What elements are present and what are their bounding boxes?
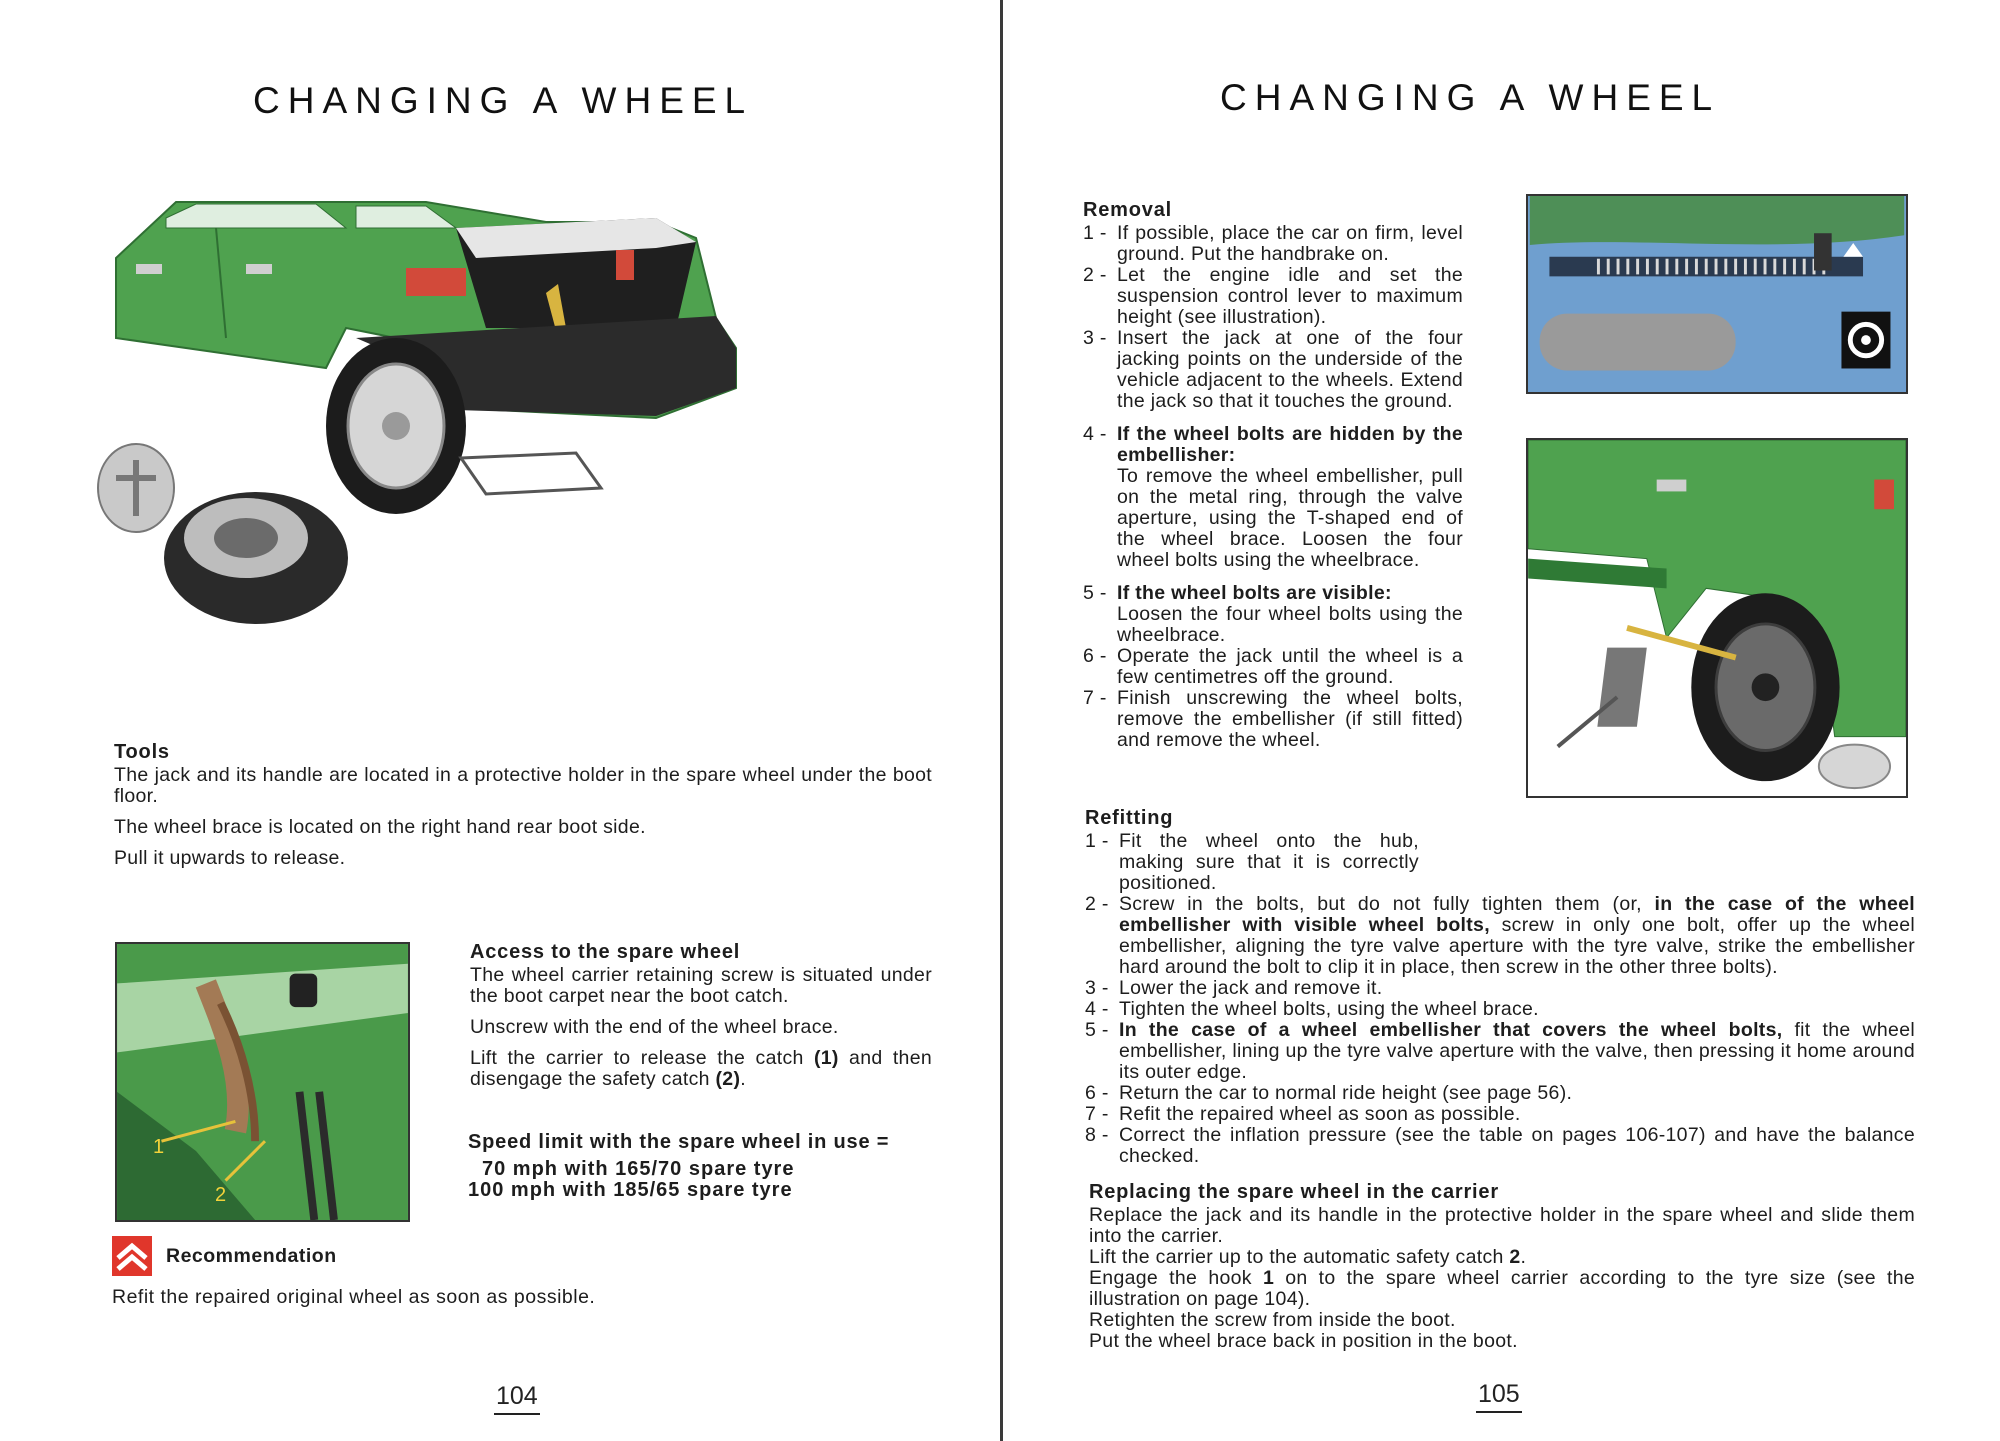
boot-catch-image bbox=[117, 944, 408, 1220]
recommendation-section bbox=[112, 1236, 932, 1309]
refitting-step: 5 - In the case of a wheel embellisher that covers the wheel bolts, fit the wheel embellisher, lining up the tyre valve aperture with the valve, then pressing it home around its outer edge. bbox=[1085, 1019, 1915, 1083]
access-paragraph-2: Unscrew with the end of the wheel brace. bbox=[470, 1016, 839, 1038]
access-paragraph-1: The wheel carrier retaining screw is situated under the boot carpet near the boot catch. bbox=[470, 964, 932, 1007]
boot-catch-illustration bbox=[115, 942, 410, 1222]
removal-section bbox=[1083, 200, 1463, 751]
car-rear-image bbox=[96, 198, 836, 638]
refitting-step: 1 - Fit the wheel onto the hub, making sure that it is correctly positioned. bbox=[1085, 830, 1419, 894]
tools-paragraph-1: The jack and its handle are located in a protective holder in the spare wheel under the boot floor. bbox=[114, 764, 932, 807]
refitting-section bbox=[1085, 808, 1915, 1167]
replacing-line-1: Replace the jack and its handle in the protective holder in the spare wheel and slide them into the carrier. bbox=[1089, 1204, 1915, 1247]
refitting-step: 8 - Correct the inflation pressure (see the table on pages 106-107) and have the balance checked. bbox=[1085, 1124, 1915, 1167]
speed-limit-line-2: 100 mph with 185/65 spare tyre bbox=[468, 1179, 793, 1201]
jacked-car-illustration bbox=[1526, 438, 1908, 798]
refitting-step: 6 - Return the car to normal ride height (see page 56). bbox=[1085, 1082, 1573, 1104]
jacked-car-image bbox=[1528, 440, 1906, 796]
removal-step: 3 - Insert the jack at one of the four jacking points on the underside of the vehicle adjacent to the wheels. Extend the jack so that it touches the ground. bbox=[1083, 327, 1463, 412]
refitting-step: 2 - Screw in the bolts, but do not fully tighten them (or, in the case of the wheel embellisher with visible wheel bolts, screw in only one bolt, offer up the wheel embellisher, aligning the tyre valve aperture with the tyre valve, strike the embellisher hard around the bolt to clip it in place, then screw in the other three bolts). bbox=[1085, 893, 1915, 978]
page-title-right: CHANGING A WHEEL bbox=[1220, 77, 1721, 118]
recommendation-text: Refit the repaired original wheel as soon as possible. bbox=[112, 1286, 596, 1308]
removal-step: 6 - Operate the jack until the wheel is a few centimetres off the ground. bbox=[1083, 645, 1463, 688]
removal-step: 2 - Let the engine idle and set the suspension control lever to maximum height (see illustration). bbox=[1083, 264, 1463, 328]
speed-limit-line-1: 70 mph with 165/70 spare tyre bbox=[482, 1158, 795, 1180]
refitting-heading: Refitting bbox=[1085, 807, 1174, 829]
removal-step: 5 - If the wheel bolts are visible: Loosen the four wheel bolts using the wheelbrace. bbox=[1083, 582, 1463, 646]
removal-step: 1 - If possible, place the car on firm, level ground. Put the handbrake on. bbox=[1083, 222, 1463, 265]
callout-label-2: 2 bbox=[215, 1184, 227, 1206]
speed-limit-section bbox=[468, 1132, 932, 1201]
page-number-right: 105 bbox=[1476, 1380, 1522, 1413]
recommendation-heading: Recommendation bbox=[166, 1244, 337, 1267]
tools-section bbox=[114, 742, 932, 879]
refitting-step: 7 - Refit the repaired wheel as soon as possible. bbox=[1085, 1103, 1521, 1125]
page-title-left: CHANGING A WHEEL bbox=[253, 80, 754, 121]
removal-heading: Removal bbox=[1083, 199, 1172, 221]
refitting-step: 3 - Lower the jack and remove it. bbox=[1085, 977, 1383, 999]
page-number-left: 104 bbox=[494, 1382, 540, 1415]
citroen-chevron-icon bbox=[112, 1236, 152, 1276]
refitting-step: 4 - Tighten the wheel bolts, using the wheel brace. bbox=[1085, 998, 1539, 1020]
car-boot-illustration bbox=[96, 198, 836, 638]
replacing-section bbox=[1089, 1182, 1915, 1352]
replacing-line-4: Retighten the screw from inside the boot. bbox=[1089, 1309, 1456, 1331]
removal-step: 4 - If the wheel bolts are hidden by the embellisher: To remove the wheel embellisher, pull on the metal ring, through the valve aperture, using the T-shaped end of the wheel brace. Loosen the four wheel bolts using the wheelbrace. bbox=[1083, 423, 1463, 571]
access-paragraph-3: Lift the carrier to release the catch (1) and then disengage the safety catch (2). bbox=[470, 1047, 932, 1090]
access-section bbox=[470, 942, 932, 1100]
replacing-line-2: Lift the carrier up to the automatic safety catch 2. bbox=[1089, 1246, 1527, 1268]
suspension-lever-illustration bbox=[1526, 194, 1908, 394]
tools-paragraph-3: Pull it upwards to release. bbox=[114, 847, 346, 869]
right-page bbox=[1003, 0, 2000, 1441]
callout-label-1: 1 bbox=[153, 1136, 165, 1158]
replacing-line-5: Put the wheel brace back in position in the boot. bbox=[1089, 1330, 1518, 1352]
replacing-line-3: Engage the hook 1 on to the spare wheel carrier according to the tyre size (see the illustration on page 104). bbox=[1089, 1267, 1915, 1310]
removal-steps bbox=[1083, 223, 1463, 751]
speed-limit-heading: Speed limit with the spare wheel in use = bbox=[468, 1131, 890, 1153]
suspension-lever-image bbox=[1528, 196, 1906, 392]
tools-heading: Tools bbox=[114, 741, 170, 763]
removal-step: 7 - Finish unscrewing the wheel bolts, remove the embellisher (if still fitted) and remove the wheel. bbox=[1083, 687, 1463, 751]
tools-paragraph-2: The wheel brace is located on the right hand rear boot side. bbox=[114, 816, 646, 838]
access-heading: Access to the spare wheel bbox=[470, 941, 741, 963]
replacing-heading: Replacing the spare wheel in the carrier bbox=[1089, 1181, 1499, 1203]
refitting-steps bbox=[1085, 831, 1915, 1167]
